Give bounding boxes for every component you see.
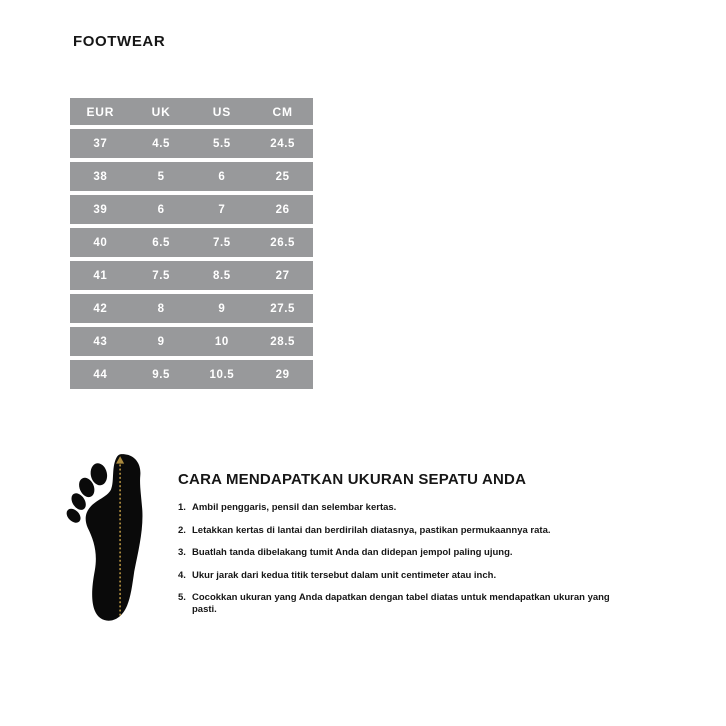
foot-measure-illustration <box>55 448 167 630</box>
size-table <box>70 98 313 393</box>
table-row <box>70 294 313 323</box>
table-cell: 41 <box>93 269 108 282</box>
table-cell: 29 <box>275 368 290 381</box>
column-header-us: US <box>212 104 232 119</box>
list-item <box>178 570 618 582</box>
table-cell: 43 <box>93 335 108 348</box>
table-cell: 24.5 <box>270 137 296 150</box>
page-title: FOOTWEAR <box>73 33 166 50</box>
table-row <box>70 327 313 356</box>
table-cell: 26 <box>275 203 290 216</box>
table-cell: 37 <box>93 137 108 150</box>
table-cell: 42 <box>93 302 108 315</box>
guide-heading: CARA MENDAPATKAN UKURAN SEPATU ANDA <box>178 471 527 488</box>
table-row <box>70 129 313 158</box>
step-number: 2. <box>178 524 186 536</box>
table-cell: 9 <box>157 335 165 348</box>
table-cell: 25 <box>275 170 290 183</box>
table-cell: 7.5 <box>212 236 231 249</box>
table-cell: 6 <box>157 203 165 216</box>
table-cell: 39 <box>93 203 108 216</box>
step-text: Ukur jarak dari kedua titik tersebut dalam unit centimeter atau inch. <box>192 569 497 581</box>
table-cell: 7.5 <box>152 269 171 282</box>
table-cell: 27 <box>275 269 290 282</box>
table-cell: 26.5 <box>270 236 296 249</box>
list-item <box>178 547 618 559</box>
table-cell: 10 <box>214 335 229 348</box>
table-row <box>70 228 313 257</box>
list-item <box>178 502 618 514</box>
table-cell: 27.5 <box>270 302 296 315</box>
table-cell: 8 <box>157 302 165 315</box>
column-header-uk: UK <box>151 104 171 119</box>
table-cell: 28.5 <box>270 335 296 348</box>
step-number: 4. <box>178 569 186 581</box>
guide-steps <box>178 502 618 616</box>
column-header-cm: CM <box>272 104 293 119</box>
step-number: 1. <box>178 502 186 513</box>
table-cell: 38 <box>93 170 108 183</box>
table-cell: 10.5 <box>209 368 235 381</box>
sizing-guide <box>178 471 618 627</box>
step-text: Letakkan kertas di lantai dan berdirilah diatasnya, pastikan permukaannya rata. <box>192 524 551 536</box>
column-header-eur: EUR <box>86 104 115 119</box>
step-number: 3. <box>178 547 186 558</box>
step-text: Ambil penggaris, pensil dan selembar kertas. <box>192 502 397 513</box>
list-item <box>178 525 618 537</box>
table-header-row <box>70 98 313 125</box>
table-cell: 8.5 <box>212 269 231 282</box>
table-row <box>70 162 313 191</box>
table-cell: 44 <box>93 368 108 381</box>
table-cell: 6 <box>218 170 226 183</box>
step-text: Buatlah tanda dibelakang tumit Anda dan didepan jempol paling ujung. <box>192 547 513 558</box>
table-cell: 40 <box>93 236 108 249</box>
table-row <box>70 261 313 290</box>
table-cell: 5.5 <box>212 137 231 150</box>
table-cell: 5 <box>157 170 165 183</box>
table-cell: 7 <box>218 203 226 216</box>
step-number: 5. <box>178 592 186 603</box>
list-item <box>178 592 618 616</box>
table-cell: 9.5 <box>152 368 171 381</box>
step-text: Cocokkan ukuran yang Anda dapatkan dengan tabel diatas untuk mendapatkan ukuran yang pasti. <box>192 592 610 615</box>
table-cell: 4.5 <box>152 137 171 150</box>
table-row <box>70 360 313 389</box>
foot-silhouette-icon <box>55 448 167 630</box>
table-cell: 9 <box>218 302 226 315</box>
table-row <box>70 195 313 224</box>
table-cell: 6.5 <box>152 236 171 249</box>
